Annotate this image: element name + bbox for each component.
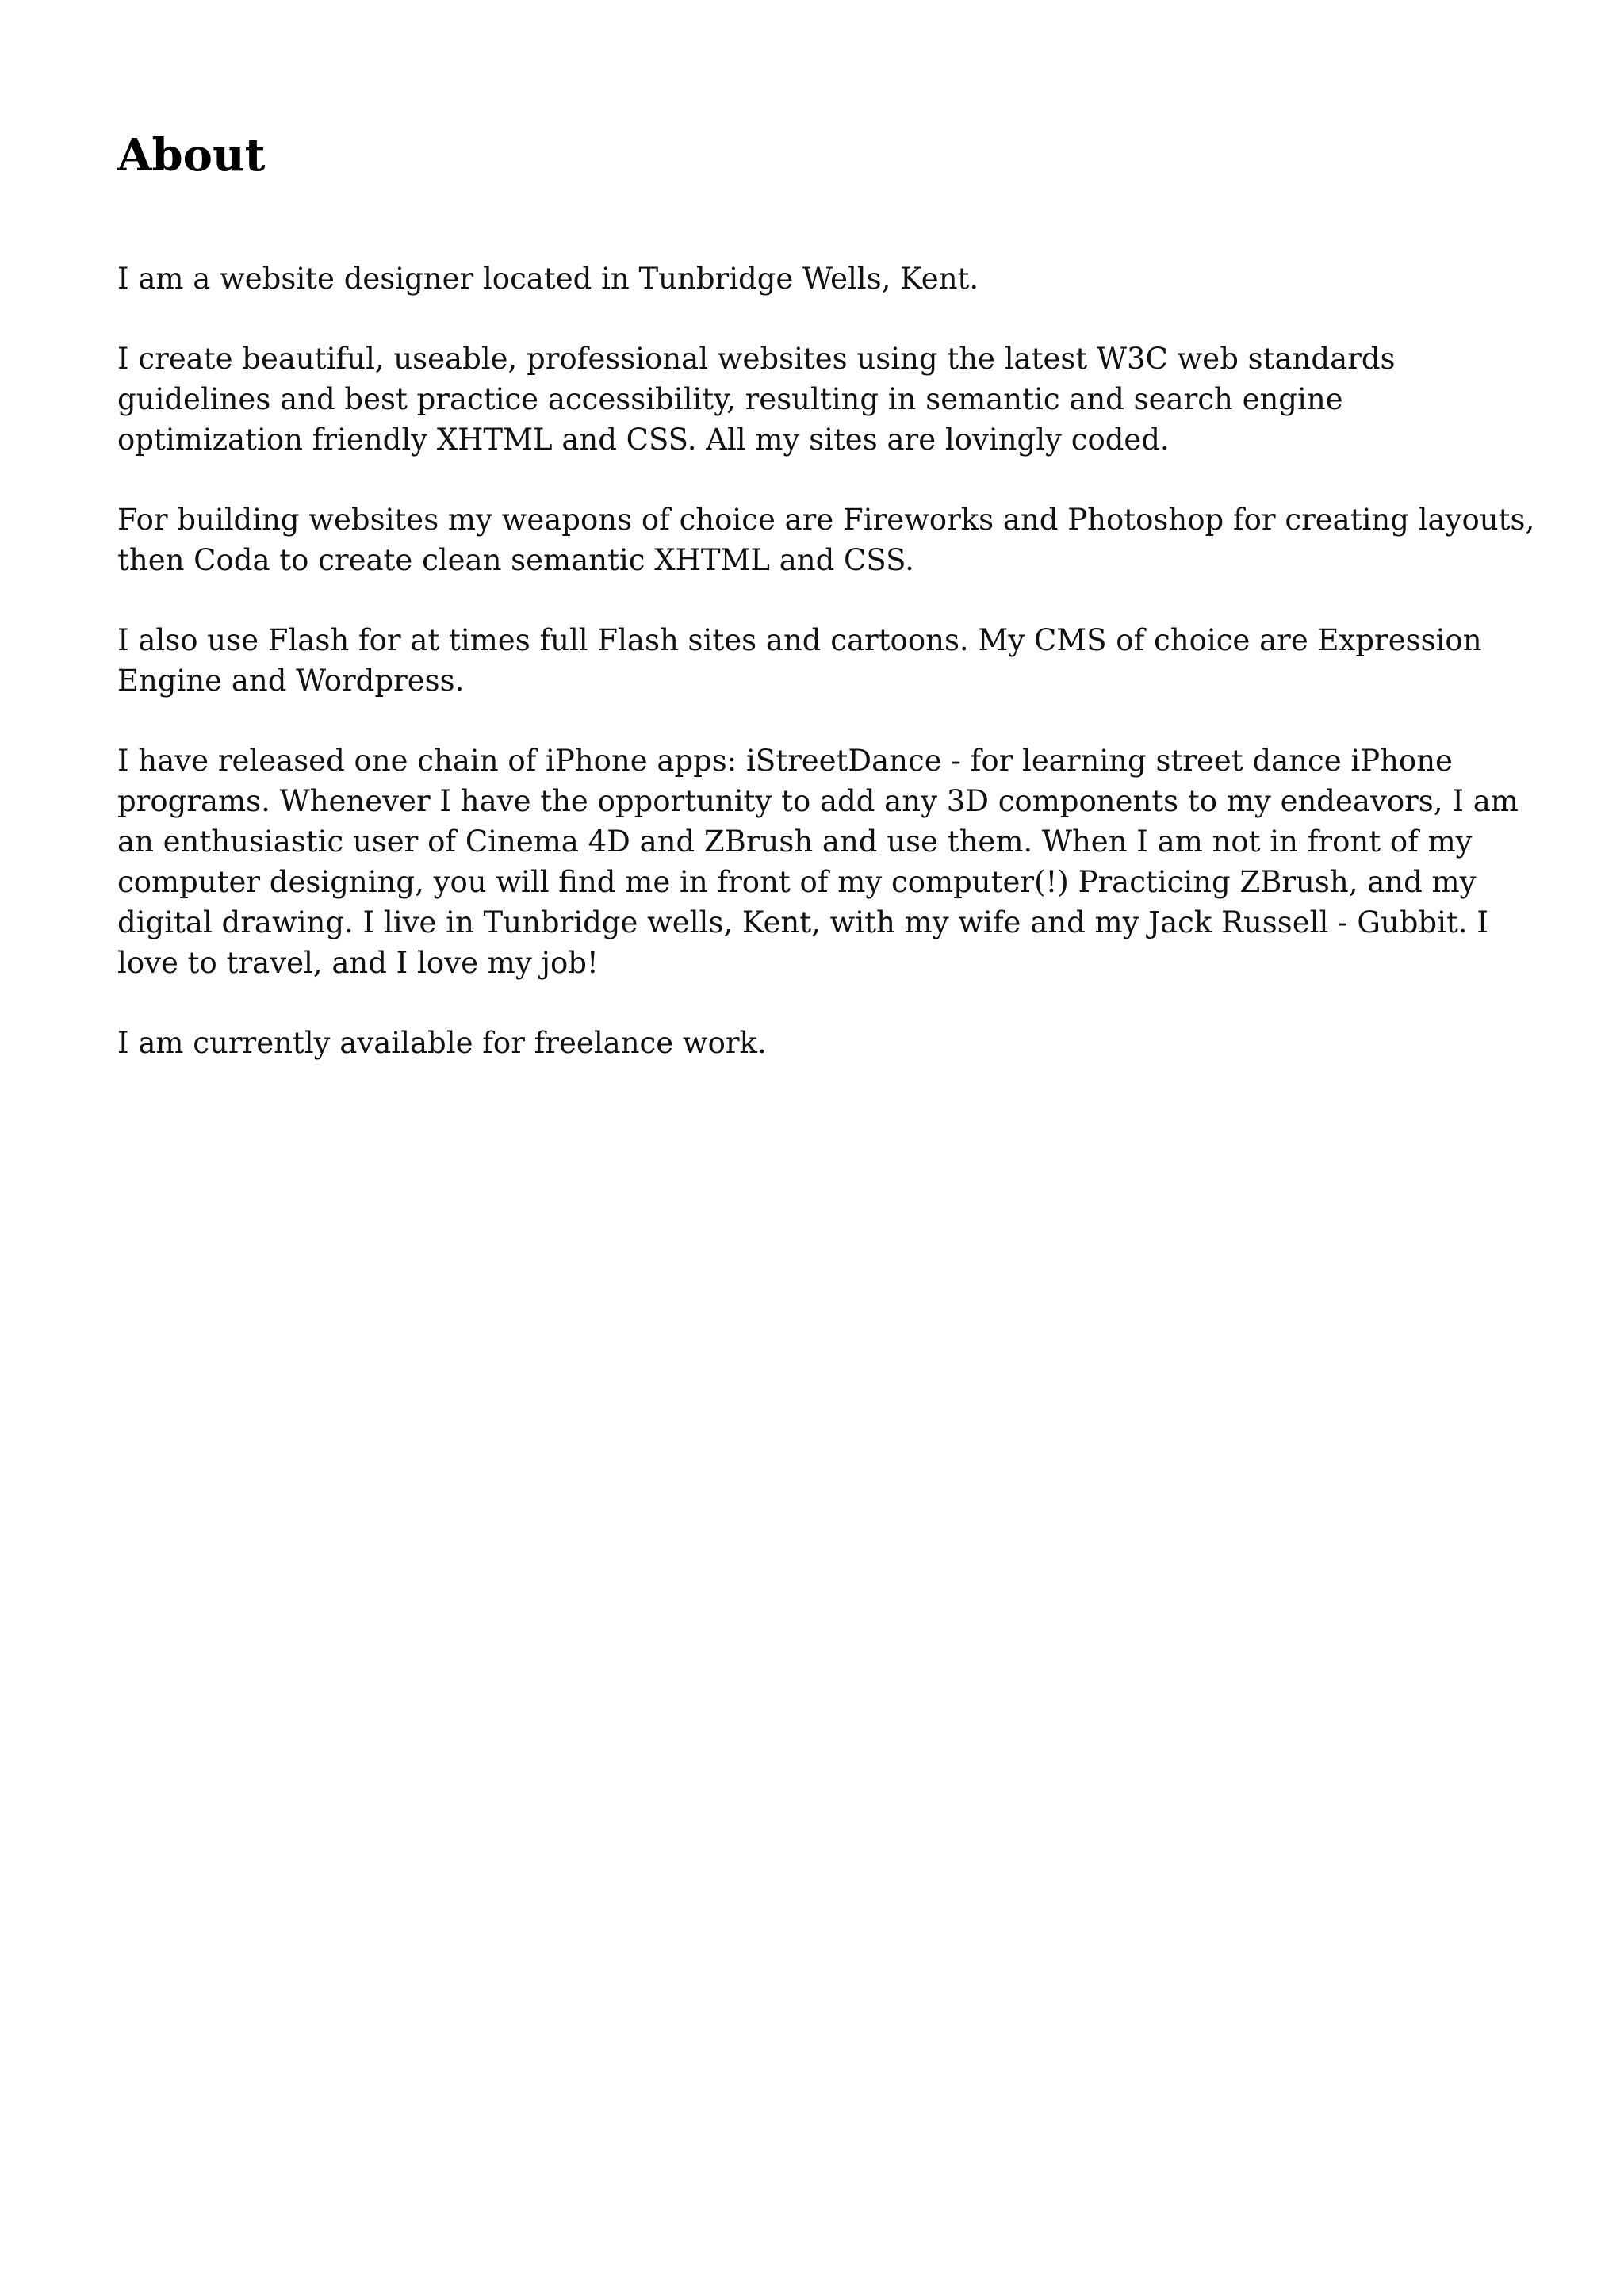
paragraph-tools: For building websites my weapons of choice are Fireworks and Photoshop for creating layouts, then Coda to create clean semantic XHTML and CSS.: [117, 503, 1535, 577]
paragraph-iphone-3d: I have released one chain of iPhone apps: iStreetDance - for learning street dance iPhone programs. Whenever I have the opportunity to add any 3D components to my endeavors, I am an enthusiastic user of Cinema 4D and ZBrush and use them. When I am not in front of my computer designing, you will find me in front of my computer(!) Practicing ZBrush, and my digital drawing. I live in Tunbridge wells, Kent, with my wife and my Jack Russell - Gubbit. I love to travel, and I love my job!: [117, 744, 1519, 980]
paragraph-flash-cms: I also use Flash for at times full Flash sites and cartoons. My CMS of choice are Expression Engine and Wordpress.: [117, 623, 1482, 698]
page-title: About: [117, 129, 266, 182]
about-content: [117, 258, 1537, 1103]
paragraph-web-standards: I create beautiful, useable, professional websites using the latest W3C web standards guidelines and best practice accessibility, resulting in semantic and search engine optimization friendly XHTML and CSS. All my sites are lovingly coded.: [117, 342, 1396, 457]
paragraph-location: I am a website designer located in Tunbridge Wells, Kent.: [117, 262, 979, 296]
paragraph-availability: I am currently available for freelance work.: [117, 1026, 767, 1060]
